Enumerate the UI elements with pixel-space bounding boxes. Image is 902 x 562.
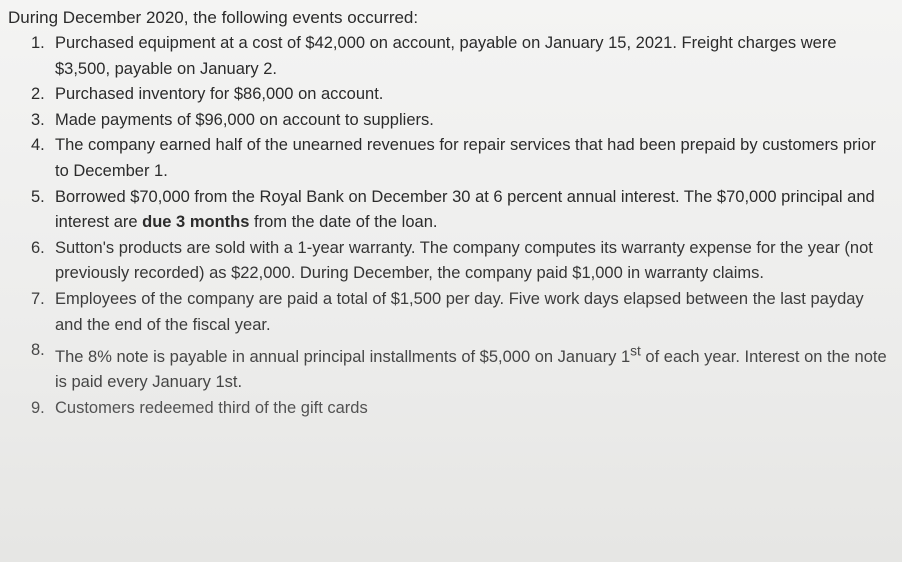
event-text-bold: due 3 months	[142, 213, 250, 232]
event-number: 5.	[31, 187, 45, 206]
event-item-1	[8, 31, 894, 82]
event-item-3	[8, 108, 894, 134]
events-list	[8, 31, 894, 421]
event-item-5	[8, 185, 894, 236]
event-text-after: from the date of the loan.	[254, 213, 438, 232]
event-text: Customers redeemed third of the gift cards	[55, 398, 368, 417]
event-number: 3.	[31, 110, 45, 129]
event-number: 1.	[31, 34, 45, 52]
event-text: Purchased equipment at a cost of $42,000 on account, payable on January 15, 2021. Freight charges were $3,500, payable on January 2.	[55, 34, 837, 78]
event-text: Employees of the company are paid a total of $1,500 per day. Five work days elapsed between the last payday and the end of the fiscal year.	[55, 289, 864, 334]
event-text-before: The 8% note is payable in annual principal installments of $5,000 on January 1	[55, 347, 631, 366]
event-text-after: of each year. Interest on the note is paid every January 1st.	[55, 347, 887, 392]
event-item-7	[8, 287, 894, 338]
event-text: Purchased inventory for $86,000 on account.	[55, 85, 384, 104]
event-text: Sutton's products are sold with a 1-year warranty. The company computes its warranty expense for the year (not previously recorded) as $22,000. During December, the company paid $1,000 in warranty claims.	[55, 238, 873, 283]
event-number: 6.	[31, 238, 45, 257]
intro-text: During December 2020, the following events occurred:	[8, 8, 419, 27]
event-item-4	[8, 133, 894, 184]
event-number: 8.	[31, 341, 45, 360]
ordinal-superscript: st	[630, 343, 641, 359]
event-item-2	[8, 82, 894, 108]
event-text: The company earned half of the unearned revenues for repair services that had been prepaid by customers prior to December 1.	[55, 136, 876, 180]
event-text	[55, 188, 875, 232]
event-item-6	[8, 236, 894, 287]
event-number: 7.	[31, 289, 45, 308]
event-item-8	[8, 338, 894, 396]
event-item-9	[8, 396, 894, 422]
event-number: 9.	[31, 398, 45, 417]
event-text: Made payments of $96,000 on account to suppliers.	[55, 110, 434, 129]
event-text-before: Borrowed $70,000 from the Royal Bank on December 30 at 6 percent annual interest. The $70,000 principal and interest are	[55, 187, 875, 232]
event-number: 2.	[31, 85, 45, 104]
event-number: 4.	[31, 136, 45, 155]
event-text	[55, 343, 887, 392]
